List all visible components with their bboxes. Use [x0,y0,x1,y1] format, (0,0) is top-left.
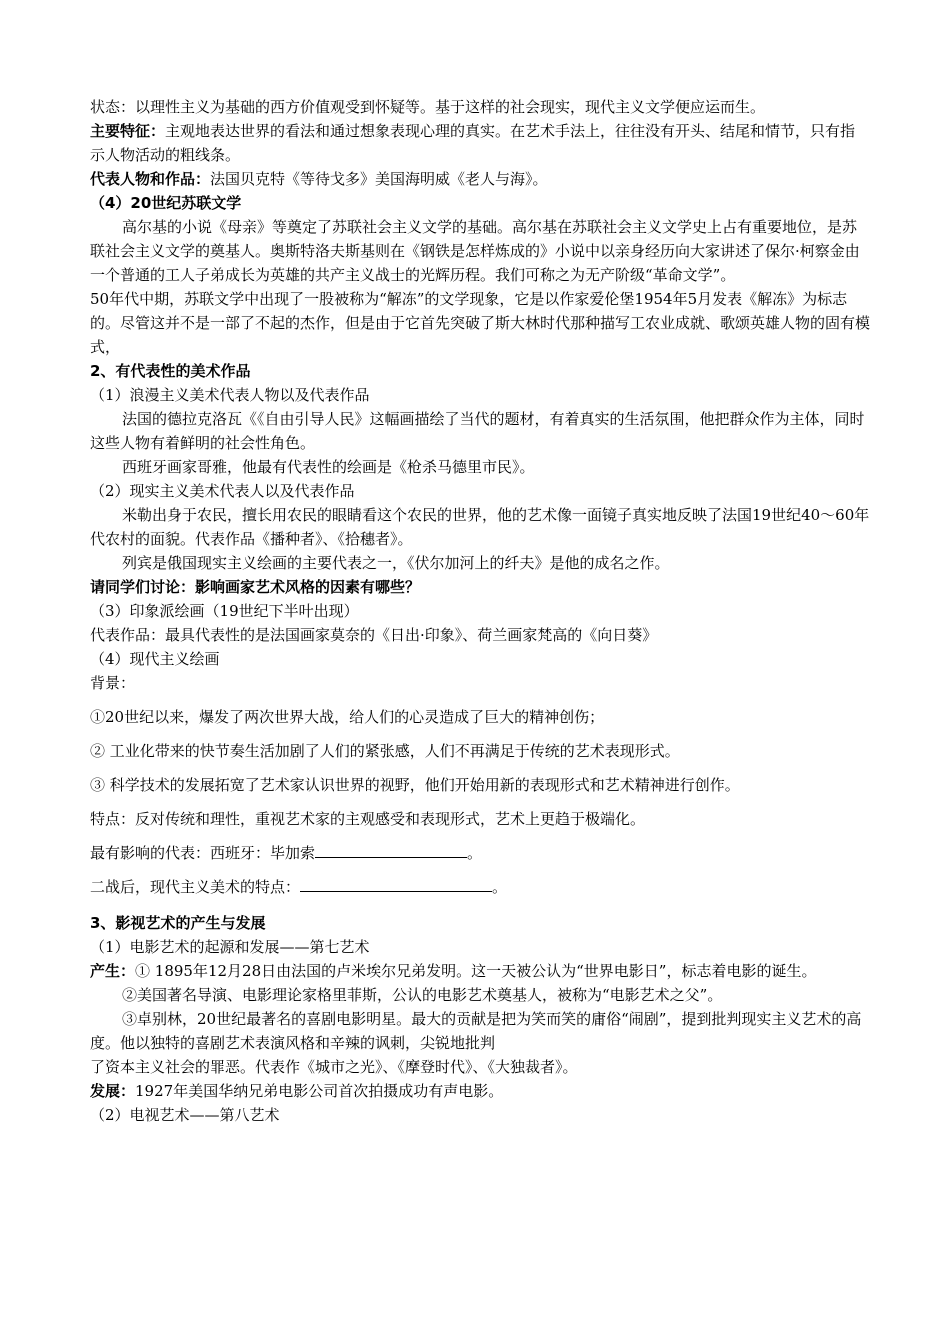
text-development: 1927年美国华纳兄弟电影公司首次拍摄成功有声电影。 [135,1082,504,1100]
fill-blank-postwar [90,875,870,899]
background-item-3: ③ 科学技术的发展拓宽了艺术家认识世界的视野，他们开始用新的表现形式和艺术精神进行创作。 [90,776,740,794]
label-origin: 产生： [90,962,136,980]
discussion-prompt: 请同学们讨论：影响画家艺术风格的因素有哪些？ [90,578,421,596]
paragraph-goya: 西班牙画家哥雅，他最有代表性的绘画是《枪杀马德里市民》。 [122,458,535,476]
document-page [90,95,870,1127]
paragraph-griffith: ②美国著名导演、电影理论家格里菲斯，公认的电影艺术奠基人，被称为“电影艺术之父”。 [122,986,723,1004]
heading-soviet-literature: （4）20世纪苏联文学 [90,194,242,212]
fill-blank-picasso [90,841,870,865]
heading-film-tv: 3、影视艺术的产生与发展 [90,914,266,932]
label-representatives: 代表人物和作品： [90,170,211,188]
subheading-modernism: （4）现代主义绘画 [90,650,220,668]
fill-blank-picasso-text: 最有影响的代表：西班牙：毕加索 [90,844,316,862]
paragraph-thaw: 50年代中期，苏联文学中出现了一股被称为“解冻”的文学现象，它是以作家爱伦堡1954年5月发表《解冻》为标志的。尽管这并不是一部了不起的杰作，但是由于它首先突破了斯大林时代那种描写工农业成就、歌颂英雄人物的固有模式， [90,290,871,356]
blank-line-2 [300,875,492,892]
subheading-tv: （2）电视艺术——第八艺术 [90,1106,280,1124]
label-development: 发展： [90,1082,136,1100]
subheading-impressionism: （3）印象派绘画（19世纪下半叶出现） [90,602,359,620]
background-item-1: ①20世纪以来，爆发了两次世界大战，给人们的心灵造成了巨大的精神创伤； [90,708,605,726]
fill-blank-postwar-text: 二战后，现代主义美术的特点： [90,878,301,896]
paragraph-millet: 米勒出身于农民，擅长用农民的眼睛看这个农民的世界，他的艺术像一面镜子真实地反映了法国19世纪40～60年代农村的面貌。代表作品《播种者》、《拾穗者》。 [90,506,870,548]
paragraph-development [90,1079,870,1103]
paragraph-repin: 列宾是俄国现实主义绘画的主要代表之一，《伏尔加河上的纤夫》是他的成名之作。 [122,554,670,572]
heading-art-works: 2、有代表性的美术作品 [90,362,251,380]
paragraph-chaplin: ③卓别林，20世纪最著名的喜剧电影明星。最大的贡献是把为笑而笑的庸俗“闹剧”，提到批判现实主义艺术的高度。他以独特的喜剧艺术表演风格和辛辣的讽刺，尖锐地批判 [90,1010,862,1052]
paragraph-film-origin [90,959,870,983]
paragraph-state: 状态：以理性主义为基础的西方价值观受到怀疑等。基于这样的社会现实，现代主义文学便应运而生。 [90,98,766,116]
paragraph-impressionism-works: 代表作品：最具代表性的是法国画家莫奈的《日出·印象》、荷兰画家梵高的《向日葵》 [90,626,658,644]
fill-blank-postwar-end: 。 [492,878,508,896]
subheading-romanticism: （1）浪漫主义美术代表人物以及代表作品 [90,386,370,404]
background-item-2: ② 工业化带来的快节奏生活加剧了人们的紧张感，人们不再满足于传统的艺术表现形式。 [90,742,680,760]
subheading-realism: （2）现实主义美术代表人以及代表作品 [90,482,355,500]
blank-line-1 [315,841,467,858]
label-main-features: 主要特征： [90,122,166,140]
text-representatives: 法国贝克特《等待戈多》美国海明威《老人与海》。 [210,170,548,188]
paragraph-representatives [90,167,870,191]
text-origin: ① 1895年12月28日由法国的卢米埃尔兄弟发明。这一天被公认为“世界电影日”，标志着电影的诞生。 [135,962,817,980]
paragraph-chaplin-cont: 了资本主义社会的罪恶。代表作《城市之光》、《摩登时代》、《大独裁者》。 [90,1058,578,1076]
paragraph-gorky: 高尔基的小说《母亲》等奠定了苏联社会主义文学的基础。高尔基在苏联社会主义文学史上占有重要地位，是苏联社会主义文学的奠基人。奥斯特洛夫斯基则在《钢铁是怎样炼成的》小说中以亲身经历向大家讲述了保尔·柯察金由一个普通的工人子弟成长为英雄的共产主义战士的光辉历程。我们可称之为无产阶级“革命文学”。 [90,218,860,284]
paragraph-main-features [90,119,870,167]
paragraph-delacroix: 法国的德拉克洛瓦《《自由引导人民》这幅画描绘了当代的题材，有着真实的生活氛围，他把群众作为主体，同时这些人物有着鲜明的社会性角色。 [90,410,865,452]
paragraph-modernism-traits: 特点：反对传统和理性，重视艺术家的主观感受和表现形式，艺术上更趋于极端化。 [90,810,646,828]
subheading-film: （1）电影艺术的起源和发展——第七艺术 [90,938,370,956]
text-main-features: 主观地表达世界的看法和通过想象表现心理的真实。在艺术手法上，往往没有开头、结尾和情节，只有指示人物活动的粗线条。 [90,122,856,164]
fill-blank-picasso-end: 。 [467,844,483,862]
label-background: 背景： [90,674,136,692]
